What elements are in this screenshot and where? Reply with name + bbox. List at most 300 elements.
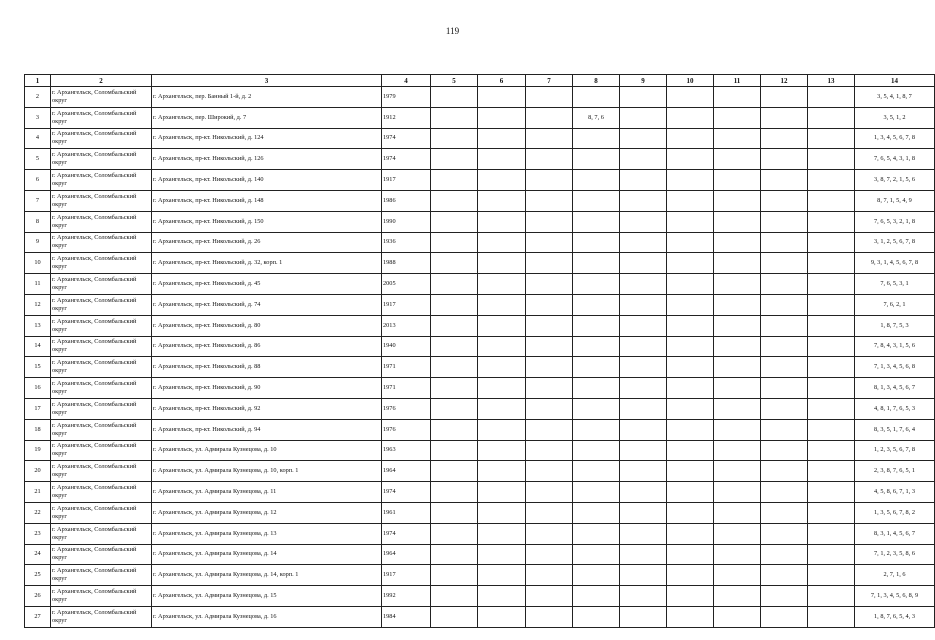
col-8-cell (573, 294, 620, 315)
col-12-cell (761, 211, 808, 232)
col-6-cell (478, 253, 526, 274)
col-10-cell (667, 87, 714, 108)
col-11-cell (714, 232, 761, 253)
col-13-cell (808, 211, 855, 232)
col-7-cell (526, 211, 573, 232)
table-row (25, 461, 935, 482)
col-13-cell (808, 274, 855, 295)
district-cell: г. Архангельск, Соломбальский округ (51, 232, 152, 253)
col-10-cell (667, 419, 714, 440)
col-8-cell (573, 336, 620, 357)
col-13-cell (808, 440, 855, 461)
district-cell: г. Архангельск, Соломбальский округ (51, 128, 152, 149)
year-cell: 1990 (382, 211, 431, 232)
row-number-cell: 9 (25, 232, 51, 253)
col-9-cell (620, 606, 667, 627)
col-6-cell (478, 336, 526, 357)
year-cell: 2005 (382, 274, 431, 295)
row-number-cell: 21 (25, 482, 51, 503)
col-9-cell (620, 107, 667, 128)
col-6-cell (478, 419, 526, 440)
year-cell: 1974 (382, 523, 431, 544)
col-13-cell (808, 419, 855, 440)
col-10-cell (667, 274, 714, 295)
row-number-cell: 17 (25, 398, 51, 419)
address-cell: г. Архангельск, пр-кт. Никольский, д. 45 (152, 274, 382, 295)
col-10-cell (667, 565, 714, 586)
col-13-cell (808, 253, 855, 274)
col-10-cell (667, 190, 714, 211)
col-8-cell (573, 87, 620, 108)
row-number-cell: 6 (25, 170, 51, 191)
col-6-cell (478, 190, 526, 211)
col-12-cell (761, 378, 808, 399)
col-6-cell (478, 87, 526, 108)
col-7-cell (526, 606, 573, 627)
col-6-cell (478, 440, 526, 461)
col-10-cell (667, 502, 714, 523)
col-8-cell: 8, 7, 6 (573, 107, 620, 128)
col-10-cell (667, 357, 714, 378)
col-5-cell (431, 128, 478, 149)
address-cell: г. Архангельск, пр-кт. Никольский, д. 94 (152, 419, 382, 440)
column-header-7: 7 (526, 75, 573, 87)
col-5-cell (431, 87, 478, 108)
col-12-cell (761, 440, 808, 461)
district-cell: г. Архангельск, Соломбальский округ (51, 482, 152, 503)
row-number-cell: 11 (25, 274, 51, 295)
col-7-cell (526, 461, 573, 482)
col-7-cell (526, 315, 573, 336)
col-6-cell (478, 232, 526, 253)
col-5-cell (431, 502, 478, 523)
district-cell: г. Архангельск, Соломбальский округ (51, 419, 152, 440)
col-5-cell (431, 232, 478, 253)
year-cell: 1940 (382, 336, 431, 357)
col-7-cell (526, 336, 573, 357)
col-10-cell (667, 149, 714, 170)
table-row (25, 482, 935, 503)
col-9-cell (620, 190, 667, 211)
table-row (25, 378, 935, 399)
col-5-cell (431, 523, 478, 544)
district-cell: г. Архангельск, Соломбальский округ (51, 378, 152, 399)
col-10-cell (667, 440, 714, 461)
col-8-cell (573, 253, 620, 274)
col-9-cell (620, 440, 667, 461)
address-cell: г. Архангельск, ул. Адмирала Кузнецова, д. 12 (152, 502, 382, 523)
col-14-cell: 8, 3, 1, 4, 5, 6, 7 (855, 523, 935, 544)
col-6-cell (478, 294, 526, 315)
col-10-cell (667, 211, 714, 232)
column-header-12: 12 (761, 75, 808, 87)
col-14-cell: 7, 1, 2, 3, 5, 8, 6 (855, 544, 935, 565)
col-8-cell (573, 149, 620, 170)
col-11-cell (714, 606, 761, 627)
district-cell: г. Архангельск, Соломбальский округ (51, 253, 152, 274)
row-number-cell: 13 (25, 315, 51, 336)
col-8-cell (573, 378, 620, 399)
year-cell: 1917 (382, 170, 431, 191)
col-5-cell (431, 315, 478, 336)
district-cell: г. Архангельск, Соломбальский округ (51, 190, 152, 211)
col-7-cell (526, 128, 573, 149)
district-cell: г. Архангельск, Соломбальский округ (51, 170, 152, 191)
district-cell: г. Архангельск, Соломбальский округ (51, 274, 152, 295)
col-7-cell (526, 170, 573, 191)
col-7-cell (526, 378, 573, 399)
register-table (24, 74, 935, 628)
col-7-cell (526, 294, 573, 315)
col-9-cell (620, 336, 667, 357)
table-row (25, 190, 935, 211)
column-header-14: 14 (855, 75, 935, 87)
table-row (25, 274, 935, 295)
col-8-cell (573, 170, 620, 191)
col-8-cell (573, 398, 620, 419)
col-11-cell (714, 378, 761, 399)
year-cell: 1963 (382, 440, 431, 461)
col-5-cell (431, 149, 478, 170)
col-13-cell (808, 149, 855, 170)
col-12-cell (761, 565, 808, 586)
col-10-cell (667, 170, 714, 191)
col-14-cell: 9, 3, 1, 4, 5, 6, 7, 8 (855, 253, 935, 274)
col-14-cell: 7, 6, 5, 3, 1 (855, 274, 935, 295)
row-number-cell: 25 (25, 565, 51, 586)
header-row (25, 75, 935, 87)
row-number-cell: 14 (25, 336, 51, 357)
col-10-cell (667, 523, 714, 544)
col-8-cell (573, 232, 620, 253)
col-11-cell (714, 211, 761, 232)
col-5-cell (431, 586, 478, 607)
col-14-cell: 7, 6, 5, 3, 2, 1, 8 (855, 211, 935, 232)
col-13-cell (808, 482, 855, 503)
col-6-cell (478, 523, 526, 544)
column-header-2: 2 (51, 75, 152, 87)
year-cell: 1986 (382, 190, 431, 211)
table-row (25, 523, 935, 544)
col-11-cell (714, 398, 761, 419)
district-cell: г. Архангельск, Соломбальский округ (51, 107, 152, 128)
col-8-cell (573, 482, 620, 503)
col-5-cell (431, 357, 478, 378)
col-14-cell: 7, 8, 4, 3, 1, 5, 6 (855, 336, 935, 357)
col-9-cell (620, 294, 667, 315)
col-7-cell (526, 523, 573, 544)
col-10-cell (667, 482, 714, 503)
col-13-cell (808, 502, 855, 523)
col-7-cell (526, 190, 573, 211)
col-5-cell (431, 378, 478, 399)
col-8-cell (573, 606, 620, 627)
col-9-cell (620, 170, 667, 191)
col-14-cell: 7, 1, 3, 4, 5, 6, 8, 9 (855, 586, 935, 607)
year-cell: 1961 (382, 502, 431, 523)
year-cell: 1974 (382, 482, 431, 503)
col-11-cell (714, 170, 761, 191)
col-8-cell (573, 419, 620, 440)
col-13-cell (808, 107, 855, 128)
col-14-cell: 3, 1, 2, 5, 6, 7, 8 (855, 232, 935, 253)
col-7-cell (526, 274, 573, 295)
col-10-cell (667, 232, 714, 253)
col-10-cell (667, 461, 714, 482)
district-cell: г. Архангельск, Соломбальский округ (51, 523, 152, 544)
col-6-cell (478, 211, 526, 232)
address-cell: г. Архангельск, пр-кт. Никольский, д. 126 (152, 149, 382, 170)
col-6-cell (478, 565, 526, 586)
column-header-13: 13 (808, 75, 855, 87)
year-cell: 1912 (382, 107, 431, 128)
col-11-cell (714, 107, 761, 128)
col-14-cell: 4, 5, 8, 6, 7, 1, 3 (855, 482, 935, 503)
col-14-cell: 1, 3, 4, 5, 6, 7, 8 (855, 128, 935, 149)
district-cell: г. Архангельск, Соломбальский округ (51, 315, 152, 336)
col-5-cell (431, 294, 478, 315)
col-8-cell (573, 523, 620, 544)
col-14-cell: 1, 8, 7, 5, 3 (855, 315, 935, 336)
col-12-cell (761, 170, 808, 191)
col-6-cell (478, 606, 526, 627)
row-number-cell: 18 (25, 419, 51, 440)
col-5-cell (431, 419, 478, 440)
table-row (25, 170, 935, 191)
row-number-cell: 2 (25, 87, 51, 108)
row-number-cell: 24 (25, 544, 51, 565)
district-cell: г. Архангельск, Соломбальский округ (51, 211, 152, 232)
col-9-cell (620, 128, 667, 149)
year-cell: 1984 (382, 606, 431, 627)
year-cell: 1988 (382, 253, 431, 274)
col-12-cell (761, 523, 808, 544)
table-row (25, 315, 935, 336)
col-11-cell (714, 253, 761, 274)
col-13-cell (808, 315, 855, 336)
table-row (25, 149, 935, 170)
col-12-cell (761, 294, 808, 315)
page-number: 119 (445, 26, 460, 36)
col-9-cell (620, 565, 667, 586)
table-row (25, 419, 935, 440)
col-14-cell: 1, 3, 5, 6, 7, 8, 2 (855, 502, 935, 523)
col-10-cell (667, 253, 714, 274)
table-row (25, 128, 935, 149)
address-cell: г. Архангельск, пр-кт. Никольский, д. 148 (152, 190, 382, 211)
address-cell: г. Архангельск, пр-кт. Никольский, д. 32, корп. 1 (152, 253, 382, 274)
col-13-cell (808, 190, 855, 211)
col-14-cell: 2, 7, 1, 6 (855, 565, 935, 586)
address-cell: г. Архангельск, пр-кт. Никольский, д. 150 (152, 211, 382, 232)
year-cell: 1964 (382, 544, 431, 565)
col-13-cell (808, 378, 855, 399)
column-header-1: 1 (25, 75, 51, 87)
table-row (25, 294, 935, 315)
year-cell: 1974 (382, 128, 431, 149)
year-cell: 1974 (382, 149, 431, 170)
col-11-cell (714, 87, 761, 108)
col-8-cell (573, 211, 620, 232)
col-10-cell (667, 606, 714, 627)
col-9-cell (620, 482, 667, 503)
address-cell: г. Архангельск, пр-кт. Никольский, д. 86 (152, 336, 382, 357)
col-7-cell (526, 398, 573, 419)
row-number-cell: 26 (25, 586, 51, 607)
col-7-cell (526, 419, 573, 440)
address-cell: г. Архангельск, ул. Адмирала Кузнецова, д. 13 (152, 523, 382, 544)
col-8-cell (573, 502, 620, 523)
address-cell: г. Архангельск, ул. Адмирала Кузнецова, д. 15 (152, 586, 382, 607)
col-12-cell (761, 253, 808, 274)
address-cell: г. Архангельск, пр-кт. Никольский, д. 90 (152, 378, 382, 399)
table-row (25, 398, 935, 419)
table-row (25, 502, 935, 523)
row-number-cell: 7 (25, 190, 51, 211)
col-6-cell (478, 274, 526, 295)
col-5-cell (431, 606, 478, 627)
col-9-cell (620, 398, 667, 419)
col-6-cell (478, 398, 526, 419)
table-row (25, 544, 935, 565)
col-11-cell (714, 586, 761, 607)
district-cell: г. Архангельск, Соломбальский округ (51, 502, 152, 523)
col-7-cell (526, 87, 573, 108)
col-5-cell (431, 211, 478, 232)
table-row (25, 87, 935, 108)
year-cell: 2013 (382, 315, 431, 336)
col-11-cell (714, 315, 761, 336)
col-14-cell: 1, 8, 7, 6, 5, 4, 3 (855, 606, 935, 627)
col-7-cell (526, 232, 573, 253)
table-row (25, 606, 935, 627)
row-number-cell: 27 (25, 606, 51, 627)
district-cell: г. Архангельск, Соломбальский округ (51, 357, 152, 378)
col-11-cell (714, 274, 761, 295)
row-number-cell: 8 (25, 211, 51, 232)
year-cell: 1976 (382, 398, 431, 419)
address-cell: г. Архангельск, пер. Широкий, д. 7 (152, 107, 382, 128)
col-13-cell (808, 606, 855, 627)
address-cell: г. Архангельск, пр-кт. Никольский, д. 88 (152, 357, 382, 378)
col-10-cell (667, 294, 714, 315)
col-14-cell: 7, 1, 3, 4, 5, 6, 8 (855, 357, 935, 378)
col-11-cell (714, 294, 761, 315)
table-row (25, 586, 935, 607)
col-10-cell (667, 544, 714, 565)
col-13-cell (808, 586, 855, 607)
col-12-cell (761, 149, 808, 170)
col-8-cell (573, 315, 620, 336)
col-10-cell (667, 378, 714, 399)
col-12-cell (761, 87, 808, 108)
col-10-cell (667, 336, 714, 357)
col-14-cell: 8, 3, 5, 1, 7, 6, 4 (855, 419, 935, 440)
year-cell: 1917 (382, 565, 431, 586)
row-number-cell: 20 (25, 461, 51, 482)
col-12-cell (761, 544, 808, 565)
column-header-5: 5 (431, 75, 478, 87)
address-cell: г. Архангельск, пер. Банный 1-й, д. 2 (152, 87, 382, 108)
address-cell: г. Архангельск, ул. Адмирала Кузнецова, д. 14 (152, 544, 382, 565)
district-cell: г. Архангельск, Соломбальский округ (51, 398, 152, 419)
col-11-cell (714, 128, 761, 149)
col-7-cell (526, 565, 573, 586)
col-8-cell (573, 128, 620, 149)
district-cell: г. Архангельск, Соломбальский округ (51, 440, 152, 461)
column-header-4: 4 (382, 75, 431, 87)
col-13-cell (808, 461, 855, 482)
col-9-cell (620, 87, 667, 108)
col-6-cell (478, 502, 526, 523)
row-number-cell: 10 (25, 253, 51, 274)
address-cell: г. Архангельск, пр-кт. Никольский, д. 80 (152, 315, 382, 336)
col-5-cell (431, 398, 478, 419)
row-number-cell: 4 (25, 128, 51, 149)
district-cell: г. Архангельск, Соломбальский округ (51, 586, 152, 607)
col-10-cell (667, 107, 714, 128)
col-12-cell (761, 336, 808, 357)
col-13-cell (808, 544, 855, 565)
col-9-cell (620, 586, 667, 607)
col-14-cell: 8, 7, 1, 5, 4, 9 (855, 190, 935, 211)
table-row (25, 211, 935, 232)
col-9-cell (620, 544, 667, 565)
col-10-cell (667, 586, 714, 607)
col-9-cell (620, 211, 667, 232)
col-13-cell (808, 87, 855, 108)
col-14-cell: 3, 5, 4, 1, 8, 7 (855, 87, 935, 108)
col-7-cell (526, 482, 573, 503)
col-7-cell (526, 586, 573, 607)
col-7-cell (526, 544, 573, 565)
year-cell: 1979 (382, 87, 431, 108)
col-13-cell (808, 398, 855, 419)
col-11-cell (714, 149, 761, 170)
col-10-cell (667, 128, 714, 149)
col-9-cell (620, 523, 667, 544)
col-8-cell (573, 190, 620, 211)
col-5-cell (431, 190, 478, 211)
row-number-cell: 12 (25, 294, 51, 315)
col-5-cell (431, 461, 478, 482)
col-8-cell (573, 274, 620, 295)
col-6-cell (478, 170, 526, 191)
col-6-cell (478, 128, 526, 149)
col-8-cell (573, 586, 620, 607)
table-body (25, 87, 935, 628)
col-13-cell (808, 565, 855, 586)
col-9-cell (620, 357, 667, 378)
col-5-cell (431, 440, 478, 461)
year-cell: 1992 (382, 586, 431, 607)
col-9-cell (620, 419, 667, 440)
col-7-cell (526, 149, 573, 170)
year-cell: 1976 (382, 419, 431, 440)
address-cell: г. Архангельск, ул. Адмирала Кузнецова, д. 11 (152, 482, 382, 503)
table-row (25, 107, 935, 128)
col-7-cell (526, 440, 573, 461)
row-number-cell: 15 (25, 357, 51, 378)
col-9-cell (620, 149, 667, 170)
address-cell: г. Архангельск, пр-кт. Никольский, д. 140 (152, 170, 382, 191)
col-6-cell (478, 482, 526, 503)
col-11-cell (714, 190, 761, 211)
col-14-cell: 3, 8, 7, 2, 1, 5, 6 (855, 170, 935, 191)
table-row (25, 253, 935, 274)
address-cell: г. Архангельск, пр-кт. Никольский, д. 74 (152, 294, 382, 315)
col-11-cell (714, 523, 761, 544)
